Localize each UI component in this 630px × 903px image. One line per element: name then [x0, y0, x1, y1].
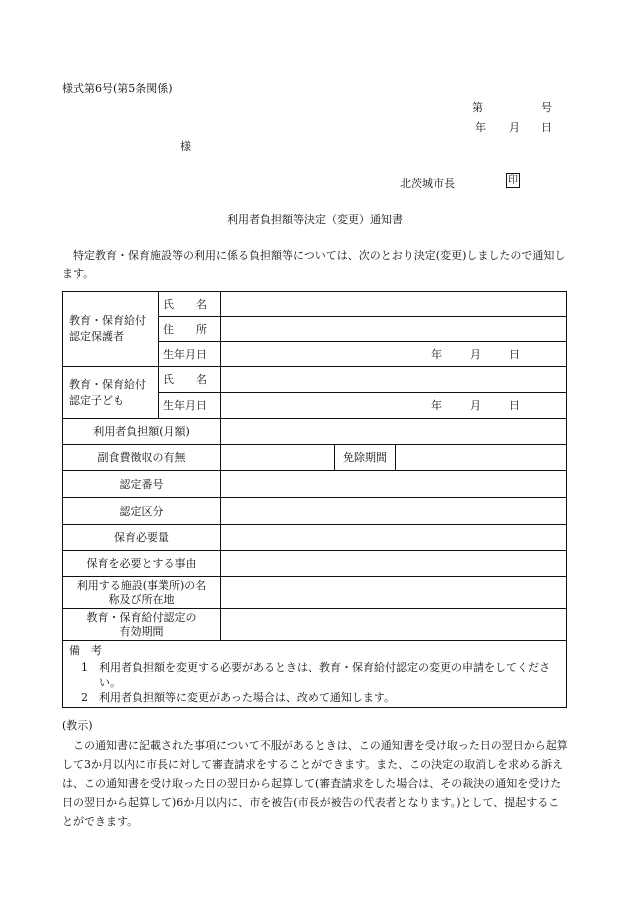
- child-birthdate-field[interactable]: 年 月 日: [221, 393, 567, 419]
- cert-number-label: 認定番号: [63, 471, 221, 498]
- table-row: [63, 498, 567, 525]
- table-row: [63, 367, 567, 393]
- side-dish-label: 副食費徴収の有無: [63, 445, 221, 471]
- facility-label: 利用する施設(事業所)の名称及び所在地: [63, 577, 221, 609]
- cert-class-label: 認定区分: [63, 498, 221, 525]
- table-row: [63, 292, 567, 317]
- document-number-suffix: 号: [541, 101, 552, 114]
- issue-year-label: 年: [475, 121, 486, 134]
- guardian-name-label: 氏 名: [159, 292, 221, 317]
- child-name-field[interactable]: [221, 367, 567, 393]
- guardian-birthdate-field[interactable]: 年 月 日: [221, 342, 567, 367]
- issue-month-label: 月: [509, 121, 520, 134]
- seal-mark: 印: [508, 175, 518, 186]
- monthly-fee-label: 利用者負担額(月額): [63, 419, 221, 445]
- guardian-address-label: 住 所: [159, 317, 221, 342]
- table-row: [63, 445, 567, 471]
- guardian-name-field[interactable]: [221, 292, 567, 317]
- notes-heading: 備 考: [69, 644, 102, 657]
- instruction-heading: (教示): [62, 719, 93, 732]
- care-reason-field[interactable]: [221, 551, 567, 577]
- child-group-label: 教育・保育給付認定子ども: [63, 367, 159, 419]
- table-row: [63, 641, 567, 708]
- note-item: 1 利用者負担額を変更する必要があるときは、教育・保育給付認定の変更の申請をしてください。: [81, 661, 550, 689]
- side-dish-field[interactable]: [221, 445, 335, 471]
- cert-class-field[interactable]: [221, 498, 567, 525]
- issue-day-label: 日: [541, 121, 552, 134]
- note-item: 2 利用者負担額等に変更があった場合は、改めて通知します。: [81, 691, 396, 704]
- monthly-fee-field[interactable]: [221, 419, 567, 445]
- document-title: 利用者負担額等決定（変更）通知書: [227, 213, 403, 226]
- child-birthdate-label: 生年月日: [159, 393, 221, 419]
- addressee-honorific: 様: [180, 140, 191, 153]
- guardian-address-field[interactable]: [221, 317, 567, 342]
- care-need-field[interactable]: [221, 525, 567, 551]
- table-row: [63, 471, 567, 498]
- child-name-label: 氏 名: [159, 367, 221, 393]
- care-reason-label: 保育を必要とする事由: [63, 551, 221, 577]
- decision-table: [62, 291, 567, 708]
- care-need-label: 保育必要量: [63, 525, 221, 551]
- table-row: [63, 551, 567, 577]
- table-row: [63, 419, 567, 445]
- exemption-field[interactable]: [396, 445, 567, 471]
- intro-paragraph: 特定教育・保育施設等の利用に係る負担額等については、次のとおり決定(変更)しましたので通知します。: [62, 249, 566, 280]
- validity-field[interactable]: [221, 609, 567, 641]
- table-row: [63, 525, 567, 551]
- exemption-label: 免除期間: [335, 445, 396, 471]
- cert-number-field[interactable]: [221, 471, 567, 498]
- guardian-birthdate-label: 生年月日: [159, 342, 221, 367]
- instruction-paragraph: この通知書に記載された事項について不服があるときは、この通知書を受け取った日の翌日から起算して3か月以内に市長に対して審査請求をすることができます。また、この決定の取消しを求める訴えは、この通知書を受け取った日の翌日から起算して(審査請求をした場合は、その裁決の通知を受けた日の翌日から起算して)6か月以内に、市を被告(市長が被告の代表者となります。)として、提起することができます。: [62, 739, 568, 828]
- issuer-name: 北茨城市長: [400, 177, 455, 190]
- facility-field[interactable]: [221, 577, 567, 609]
- notes-cell: [63, 641, 567, 708]
- table-row: [63, 577, 567, 609]
- guardian-group-label: 教育・保育給付認定保護者: [63, 292, 159, 367]
- document-number-prefix: 第: [472, 101, 483, 114]
- validity-label: 教育・保育給付認定の有効期間: [63, 609, 221, 641]
- table-row: [63, 609, 567, 641]
- form-number: 様式第6号(第5条関係): [62, 82, 173, 95]
